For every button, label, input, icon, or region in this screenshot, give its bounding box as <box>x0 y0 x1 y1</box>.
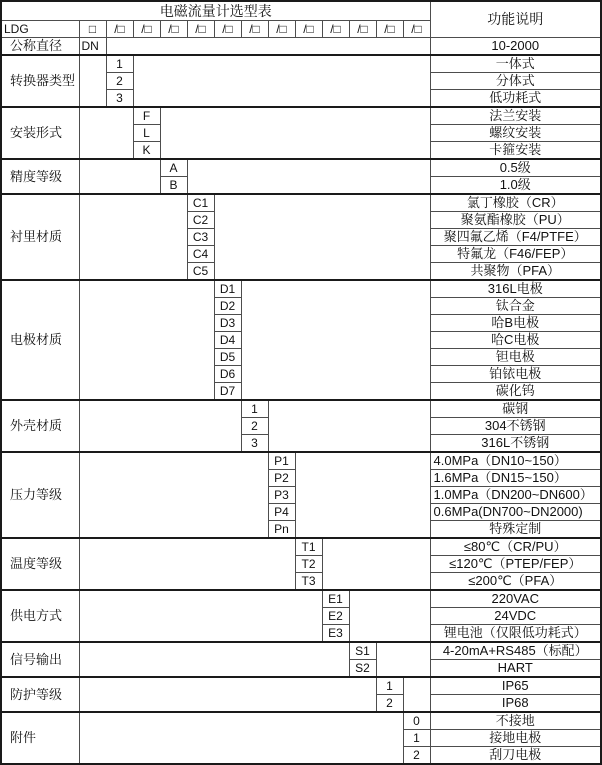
right-spacer-cell <box>376 642 430 677</box>
option-code-cell: D1 <box>214 280 241 298</box>
title-row <box>1 1 601 21</box>
category-label: 压力等级 <box>1 452 79 538</box>
function-column-header: 功能说明 <box>430 1 601 38</box>
category-label: 电极材质 <box>1 280 79 400</box>
option-code-cell: D2 <box>214 298 241 315</box>
category-label: 安装形式 <box>1 107 79 159</box>
function-description-cell: 1.0级 <box>430 177 601 195</box>
option-code-cell: 1 <box>106 55 133 73</box>
function-description-cell: 特殊定制 <box>430 521 601 539</box>
function-description-cell: 钽电极 <box>430 349 601 366</box>
option-code-cell: T1 <box>295 538 322 556</box>
table-row <box>1 677 601 695</box>
function-description-cell: HART <box>430 660 601 678</box>
function-description-cell: 碳化钨 <box>430 383 601 401</box>
left-spacer-cell <box>79 55 106 107</box>
code-slash-checkbox: /□ <box>403 21 430 38</box>
option-code-cell: 3 <box>106 90 133 108</box>
option-code-cell: A <box>160 159 187 177</box>
table-row <box>1 400 601 418</box>
function-description-cell: 一体式 <box>430 55 601 73</box>
table-row <box>1 55 601 73</box>
category-label: 防护等级 <box>1 677 79 712</box>
code-slash-checkbox: /□ <box>349 21 376 38</box>
option-code-cell: Pn <box>268 521 295 539</box>
category-label: 精度等级 <box>1 159 79 194</box>
left-spacer-cell <box>79 452 268 538</box>
option-code-cell: K <box>133 142 160 160</box>
table-row <box>1 538 601 556</box>
category-label: 温度等级 <box>1 538 79 590</box>
option-code-cell: B <box>160 177 187 195</box>
function-description-cell: IP68 <box>430 695 601 713</box>
right-spacer-cell <box>133 55 430 107</box>
function-description-cell: 特氟龙（F46/FEP） <box>430 246 601 263</box>
left-spacer-cell <box>79 642 349 677</box>
option-code-cell: L <box>133 125 160 142</box>
option-code-cell: 1 <box>403 730 430 747</box>
right-spacer-cell <box>187 159 430 194</box>
table-row <box>1 590 601 608</box>
function-description-cell: 0.6MPa(DN700~DN2000) <box>430 504 601 521</box>
left-spacer-cell <box>79 712 403 764</box>
option-code-cell: P2 <box>268 470 295 487</box>
model-prefix-label: LDG <box>1 21 79 38</box>
function-description-cell: ≤80℃（CR/PU） <box>430 538 601 556</box>
left-spacer-cell <box>79 400 241 452</box>
option-code-cell: C1 <box>187 194 214 212</box>
option-code-cell: S1 <box>349 642 376 660</box>
table-row <box>1 712 601 730</box>
right-spacer-cell <box>160 107 430 159</box>
option-code-cell: D6 <box>214 366 241 383</box>
function-description-cell: 1.0MPa（DN200~DN600） <box>430 487 601 504</box>
table-row <box>1 280 601 298</box>
code-slash-checkbox: /□ <box>268 21 295 38</box>
option-code-cell: C3 <box>187 229 214 246</box>
function-description-cell: 分体式 <box>430 73 601 90</box>
function-description-cell: 钛合金 <box>430 298 601 315</box>
code-slash-checkbox: /□ <box>295 21 322 38</box>
right-spacer-cell <box>322 538 430 590</box>
category-label: 供电方式 <box>1 590 79 642</box>
option-code-cell: 1 <box>241 400 268 418</box>
function-description-cell: 螺纹安装 <box>430 125 601 142</box>
function-description-cell: 0.5级 <box>430 159 601 177</box>
option-code-cell: DN <box>79 38 106 56</box>
function-description-cell: 1.6MPa（DN15~150） <box>430 470 601 487</box>
category-label: 公称直径 <box>1 38 79 56</box>
function-description-cell: 不接地 <box>430 712 601 730</box>
option-code-cell: T3 <box>295 573 322 591</box>
left-spacer-cell <box>79 194 187 280</box>
function-description-cell: 220VAC <box>430 590 601 608</box>
function-description-cell: 24VDC <box>430 608 601 625</box>
option-code-cell: 0 <box>403 712 430 730</box>
left-spacer-cell <box>79 280 214 400</box>
function-description-cell: 刮刀电极 <box>430 747 601 765</box>
option-code-cell: P1 <box>268 452 295 470</box>
function-description-cell: 聚四氟乙烯（F4/PTFE） <box>430 229 601 246</box>
right-spacer-cell <box>268 400 430 452</box>
function-description-cell: 4.0MPa（DN10~150） <box>430 452 601 470</box>
function-description-cell: 4-20mA+RS485（标配） <box>430 642 601 660</box>
code-slash-checkbox: /□ <box>322 21 349 38</box>
right-spacer-cell <box>295 452 430 538</box>
code-slash-checkbox: /□ <box>214 21 241 38</box>
option-code-cell: D5 <box>214 349 241 366</box>
function-description-cell: 卡箍安装 <box>430 142 601 160</box>
category-label: 附件 <box>1 712 79 764</box>
right-spacer-cell <box>241 280 430 400</box>
code-slash-checkbox: /□ <box>376 21 403 38</box>
option-code-cell: 2 <box>403 747 430 765</box>
option-code-cell: D4 <box>214 332 241 349</box>
option-code-cell: 1 <box>376 677 403 695</box>
option-code-cell: C5 <box>187 263 214 281</box>
function-description-cell: 304不锈钢 <box>430 418 601 435</box>
table-row <box>1 107 601 125</box>
option-code-cell: P3 <box>268 487 295 504</box>
category-label: 转换器类型 <box>1 55 79 107</box>
category-label: 信号输出 <box>1 642 79 677</box>
right-spacer-cell <box>106 38 430 56</box>
table-row <box>1 452 601 470</box>
function-description-cell: 10-2000 <box>430 38 601 56</box>
left-spacer-cell <box>79 677 376 712</box>
option-code-cell: D3 <box>214 315 241 332</box>
right-spacer-cell <box>349 590 430 642</box>
code-slash-checkbox: /□ <box>187 21 214 38</box>
function-description-cell: 碳钢 <box>430 400 601 418</box>
category-label: 外壳材质 <box>1 400 79 452</box>
option-code-cell: C2 <box>187 212 214 229</box>
function-description-cell: 铂铱电极 <box>430 366 601 383</box>
left-spacer-cell <box>79 538 295 590</box>
function-description-cell: IP65 <box>430 677 601 695</box>
option-code-cell: D7 <box>214 383 241 401</box>
option-code-cell: E3 <box>322 625 349 643</box>
code-slash-checkbox: /□ <box>241 21 268 38</box>
table-row <box>1 159 601 177</box>
function-description-cell: 低功耗式 <box>430 90 601 108</box>
option-code-cell: 3 <box>241 435 268 453</box>
function-description-cell: 氯丁橡胶（CR） <box>430 194 601 212</box>
option-code-cell: T2 <box>295 556 322 573</box>
option-code-cell: E2 <box>322 608 349 625</box>
function-description-cell: 接地电极 <box>430 730 601 747</box>
option-code-cell: P4 <box>268 504 295 521</box>
function-description-cell: 共聚物（PFA） <box>430 263 601 281</box>
code-slash-checkbox: /□ <box>133 21 160 38</box>
left-spacer-cell <box>79 159 160 194</box>
function-description-cell: ≤120℃（PTEP/FEP） <box>430 556 601 573</box>
function-description-cell: 316L不锈钢 <box>430 435 601 453</box>
table-row <box>1 642 601 660</box>
option-code-cell: S2 <box>349 660 376 678</box>
right-spacer-cell <box>214 194 430 280</box>
code-slash-checkbox: /□ <box>106 21 133 38</box>
function-description-cell: 哈C电极 <box>430 332 601 349</box>
option-code-cell: 2 <box>241 418 268 435</box>
function-description-cell: 聚氨酯橡胶（PU） <box>430 212 601 229</box>
function-description-cell: ≤200℃（PFA） <box>430 573 601 591</box>
function-description-cell: 法兰安装 <box>430 107 601 125</box>
left-spacer-cell <box>79 590 322 642</box>
left-spacer-cell <box>79 107 133 159</box>
function-description-cell: 锂电池（仅限低功耗式） <box>430 625 601 643</box>
right-spacer-cell <box>403 677 430 712</box>
code-checkbox: □ <box>79 21 106 38</box>
option-code-cell: 2 <box>106 73 133 90</box>
option-code-cell: C4 <box>187 246 214 263</box>
page-title: 电磁流量计选型表 <box>1 1 430 21</box>
function-description-cell: 哈B电极 <box>430 315 601 332</box>
code-slash-checkbox: /□ <box>160 21 187 38</box>
table-row <box>1 194 601 212</box>
option-code-cell: 2 <box>376 695 403 713</box>
category-label: 衬里材质 <box>1 194 79 280</box>
option-code-cell: F <box>133 107 160 125</box>
function-description-cell: 316L电极 <box>430 280 601 298</box>
table-row <box>1 38 601 56</box>
option-code-cell: E1 <box>322 590 349 608</box>
